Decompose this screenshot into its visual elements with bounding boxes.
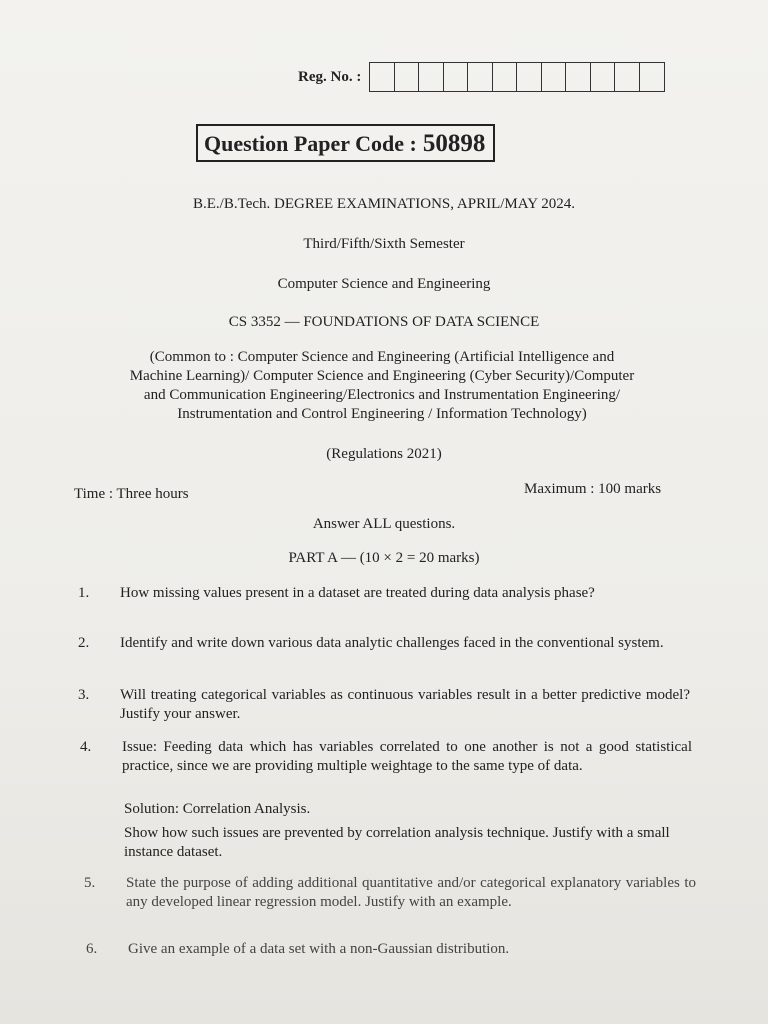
question-number: 4. [80,739,92,755]
reg-no-box [542,63,567,91]
question-number: 6. [86,941,98,957]
question-text: State the purpose of adding additional quantitative and/or categorical explanatory variables to any developed linear regression model. Justify with an example. [126,875,696,910]
reg-no-box [640,63,665,91]
question-solution: Solution: Correlation Analysis. [124,801,311,817]
reg-no-box [370,63,395,91]
department: Computer Science and Engineering [277,276,491,292]
time-allowed: Time : Three hours [74,486,189,502]
paper-code-value: 50898 [422,130,486,157]
common-to-line: and Communication Engineering/Electronics and Instrumentation Engineering/ [143,387,621,403]
reg-no-box [395,63,420,91]
question-text: Issue: Feeding data which has variables correlated to one another is not a good statistical practice, since we are providing multiple weightage to the same type of data. [122,739,692,774]
question-number: 1. [78,585,90,601]
reg-no-box [591,63,616,91]
course-title: CS 3352 — FOUNDATIONS OF DATA SCIENCE [228,314,540,330]
question-text: Will treating categorical variables as continuous variables result in a better predictive model? Justify your answer. [120,687,690,722]
reg-no-box [517,63,542,91]
question-text: Identify and write down various data analytic challenges faced in the conventional system. [120,635,664,651]
question-number: 3. [78,687,90,703]
question-task: Show how such issues are prevented by correlation analysis technique. Justify with a small instance dataset. [124,825,670,860]
reg-no-box [444,63,469,91]
common-to-line: (Common to : Computer Science and Engineering (Artificial Intelligence and [149,349,615,365]
paper-code-label: Question Paper Code : [204,131,417,156]
reg-no-box [419,63,444,91]
question-text: Give an example of a data set with a non-Gaussian distribution. [128,941,510,957]
question-number: 5. [84,875,96,891]
reg-no-field [298,62,665,92]
question-number: 2. [78,635,90,651]
reg-no-boxes [369,62,665,92]
instruction: Answer ALL questions. [312,516,456,532]
reg-no-box [566,63,591,91]
common-to-block [62,348,702,424]
question-paper-code [196,124,495,162]
maximum-marks: Maximum : 100 marks [524,481,662,497]
reg-no-box [615,63,640,91]
reg-no-box [468,63,493,91]
reg-no-label: Reg. No. : [298,68,362,85]
reg-no-box [493,63,518,91]
regulations: (Regulations 2021) [326,446,442,462]
exam-title: B.E./B.Tech. DEGREE EXAMINATIONS, APRIL/MAY 2024. [192,196,575,212]
semester: Third/Fifth/Sixth Semester [303,236,465,252]
common-to-line: Machine Learning)/ Computer Science and Engineering (Cyber Security)/Computer [129,368,635,384]
part-a-heading: PART A — (10 × 2 = 20 marks) [288,550,480,566]
common-to-line: Instrumentation and Control Engineering / Information Technology) [177,406,587,422]
question-text: How missing values present in a dataset are treated during data analysis phase? [120,585,595,601]
